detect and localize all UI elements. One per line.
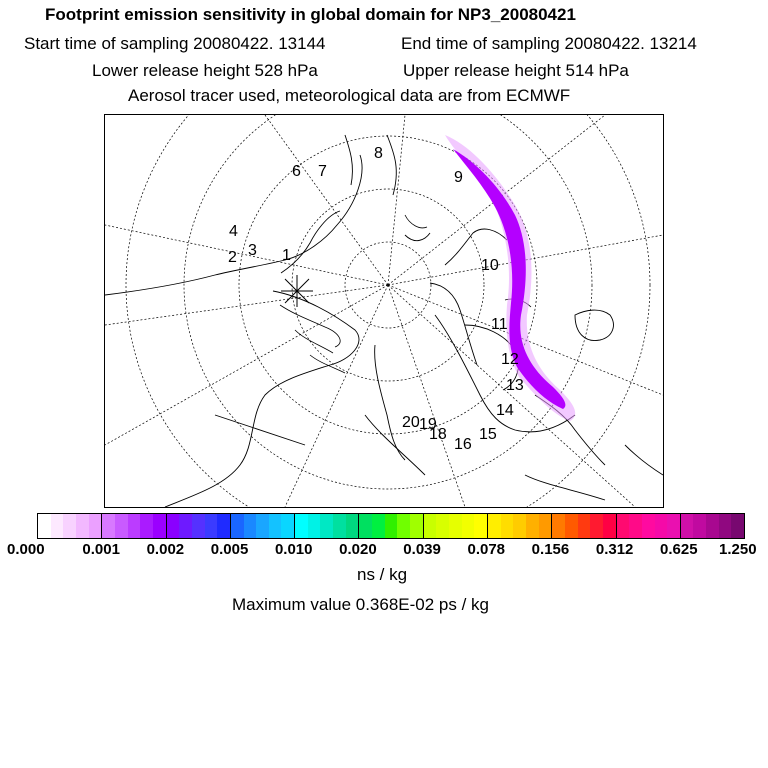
colorbar-swatch: [192, 514, 205, 538]
colorbar-swatch: [462, 514, 475, 538]
colorbar-swatch: [642, 514, 655, 538]
colorbar-swatch: [217, 514, 230, 538]
station-label-10: 10: [481, 257, 499, 274]
colorbar-swatch: [655, 514, 668, 538]
colorbar-tick-label: 0.020: [339, 541, 377, 558]
colorbar-swatch: [397, 514, 410, 538]
colorbar-swatch: [63, 514, 76, 538]
colorbar-swatch: [333, 514, 346, 538]
maximum-value-text: Maximum value 0.368E-02 ps / kg: [232, 595, 490, 614]
colorbar-tick-label: 0.002: [146, 541, 185, 558]
colorbar-tick-label: 0.005: [210, 541, 249, 558]
colorbar-swatch: [153, 514, 166, 538]
tracer-info-text: Aerosol tracer used, meteorological data are from ECMWF: [128, 86, 571, 105]
colorbar-swatch: [488, 514, 501, 538]
coastlines: [105, 135, 663, 507]
arctic-islands: [280, 215, 531, 373]
station-label-9: 9: [454, 169, 463, 186]
colorbar-swatch: [617, 514, 630, 538]
colorbar-swatch: [590, 514, 603, 538]
colorbar-swatch: [167, 514, 180, 538]
colorbar-swatch: [526, 514, 539, 538]
end-time-text: End time of sampling 20080422. 13214: [401, 34, 697, 53]
lat-circle-50: [184, 115, 592, 489]
start-time-text: Start time of sampling 20080422. 13144: [24, 34, 326, 53]
station-label-13: 13: [506, 377, 524, 394]
colorbar: [37, 513, 745, 539]
colorbar-swatch: [565, 514, 578, 538]
colorbar-tick-label: 0.000: [7, 541, 45, 558]
station-label-20: 20: [402, 414, 420, 431]
colorbar-tick-label: 0.312: [595, 541, 634, 558]
colorbar-tick-label: 0.625: [660, 541, 698, 558]
colorbar-swatch: [102, 514, 115, 538]
station-marker: [281, 275, 313, 307]
station-label-11: 11: [491, 316, 508, 333]
station-label-18: 18: [429, 426, 447, 443]
colorbar-swatch: [372, 514, 385, 538]
colorbar-tick-label: 0.010: [274, 541, 313, 558]
lower-release-text: Lower release height 528 hPa: [92, 61, 318, 80]
colorbar-swatch: [719, 514, 732, 538]
upper-release-text: Upper release height 514 hPa: [403, 61, 629, 80]
colorbar-swatch: [51, 514, 64, 538]
station-label-16: 16: [454, 436, 472, 453]
colorbar-swatch: [205, 514, 218, 538]
colorbar-swatch: [346, 514, 359, 538]
colorbar-swatch: [256, 514, 269, 538]
colorbar-swatch: [295, 514, 308, 538]
station-label-2: 2: [228, 249, 237, 266]
colorbar-tick-label: 0.156: [531, 541, 570, 558]
colorbar-swatch: [681, 514, 694, 538]
colorbar-swatch: [578, 514, 591, 538]
colorbar-swatch: [281, 514, 294, 538]
colorbar-swatch: [629, 514, 642, 538]
colorbar-swatch: [693, 514, 706, 538]
figure-title: Footprint emission sensitivity in global domain for NP3_20080421: [45, 5, 576, 24]
station-label-8: 8: [374, 145, 383, 162]
colorbar-tick-label: 0.078: [467, 541, 506, 558]
colorbar-swatch: [706, 514, 719, 538]
station-label-1: 1: [282, 247, 291, 264]
station-label-14: 14: [496, 402, 514, 419]
station-label-3: 3: [248, 242, 257, 259]
colorbar-swatch: [603, 514, 616, 538]
colorbar-swatch: [308, 514, 321, 538]
station-label-7: 7: [318, 163, 327, 180]
colorbar-swatch: [731, 514, 744, 538]
colorbar-tick-label: 0.001: [82, 541, 120, 558]
colorbar-swatch: [359, 514, 372, 538]
station-label-4: 4: [229, 223, 238, 240]
colorbar-swatch: [667, 514, 680, 538]
colorbar-tick-label: 1.250: [719, 541, 757, 558]
colorbar-swatch: [320, 514, 333, 538]
colorbar-swatch: [128, 514, 141, 538]
colorbar-swatch: [76, 514, 89, 538]
station-label-6: 6: [292, 163, 301, 180]
station-label-15: 15: [479, 426, 497, 443]
station-label-19: 19: [419, 416, 437, 433]
colorbar-swatch: [424, 514, 437, 538]
colorbar-swatch: [385, 514, 398, 538]
colorbar-swatch: [513, 514, 526, 538]
colorbar-swatch: [501, 514, 514, 538]
colorbar-swatch: [410, 514, 423, 538]
colorbar-swatch: [552, 514, 565, 538]
colorbar-swatch: [115, 514, 128, 538]
map-canvas: [105, 115, 663, 507]
colorbar-swatch: [474, 514, 487, 538]
station-label-12: 12: [501, 351, 519, 368]
colorbar-swatch: [539, 514, 552, 538]
map-panel: [104, 114, 664, 508]
colorbar-swatch: [244, 514, 257, 538]
colorbar-swatch: [89, 514, 102, 538]
colorbar-unit: ns / kg: [357, 565, 408, 584]
colorbar-swatch: [38, 514, 51, 538]
colorbar-swatch: [231, 514, 244, 538]
colorbar-tick-label: 0.039: [403, 541, 441, 558]
colorbar-swatch: [449, 514, 462, 538]
colorbar-swatch: [436, 514, 449, 538]
colorbar-swatch: [140, 514, 153, 538]
colorbar-swatch: [179, 514, 192, 538]
colorbar-swatch: [269, 514, 282, 538]
meridians: [105, 115, 663, 507]
